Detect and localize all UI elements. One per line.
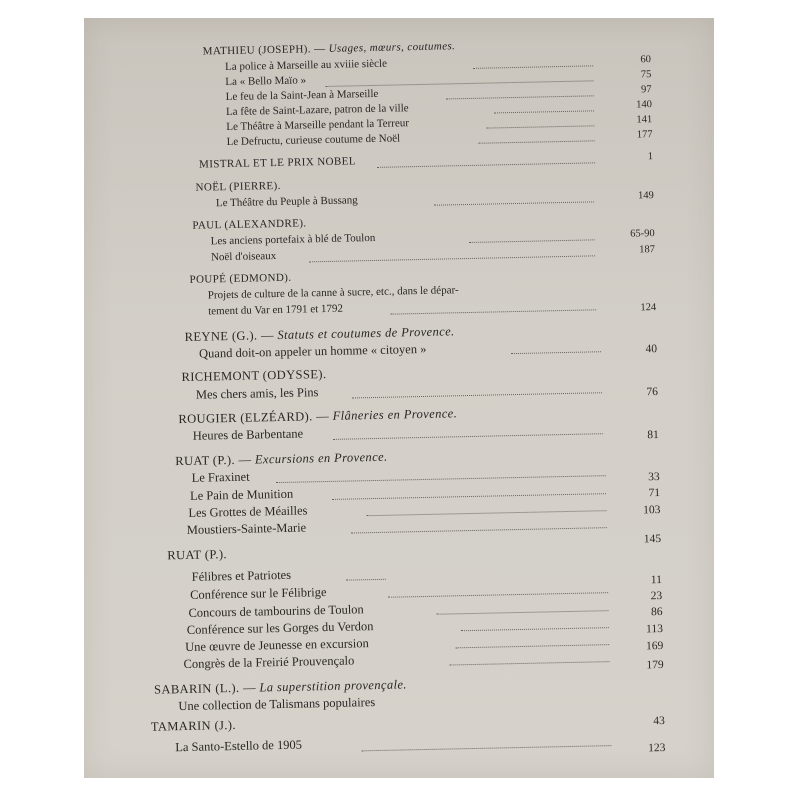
entry-title: Une œuvre de Jeunesse en excursion [185,636,369,655]
page-number: 65-90 [630,228,655,240]
page-number: 76 [646,386,659,399]
page-number: 97 [641,84,652,96]
page-number: 40 [645,343,658,356]
entry-title: La « Bello Maïo » [225,74,307,89]
page-number: 140 [636,99,653,111]
entry-title: Le Théâtre à Marseille pendant la Terreur [226,117,410,134]
entry-title: tement du Var en 1791 et 1792 [208,302,344,318]
page-number: 123 [648,741,666,755]
page-number: 187 [639,244,656,256]
page-number: 43 [653,714,665,728]
page-number: 177 [636,129,653,141]
entry-title: Conférence sur le Félibrige [189,585,327,602]
leader-dots [361,745,611,751]
author-name: NOËL (PIERRE). [195,179,281,194]
entry-title: Projets de culture de la canne à sucre, etc., dans le dépar- [207,284,459,302]
leader-dots [511,351,601,354]
leader-dots [469,239,595,243]
author-name: MATHIEU (JOSEPH). — Usages, mœurs, coutumes. [202,40,456,58]
page-number: 169 [645,640,664,653]
author-name: TAMARIN (J.). [150,717,237,734]
entry-title: Les anciens portefaix à blé de Toulon [210,231,376,248]
page-number: 86 [650,606,663,619]
entry-title: La Santo-Estello de 1905 [175,737,303,755]
leader-dots [450,661,610,665]
page-number: 113 [645,623,664,636]
author-name: RUAT (P.). [167,547,228,563]
entry-title: Le Théâtre du Peuple à Bussang [215,194,358,210]
page-number: 81 [647,429,659,442]
leader-dots [434,201,594,205]
author-name: RUAT (P.). — Excursions en Provence. [175,449,388,469]
page-number: 149 [637,190,654,202]
leader-dots [390,309,596,314]
page-number: 179 [646,659,664,672]
entry-title: La fête de Saint-Lazare, patron de la ville [225,102,409,119]
entry-title: Le Fraxinet [191,469,250,485]
entry-title: Noël d'oiseaux [210,250,277,264]
author-name: PAUL (ALEXANDRE). [192,217,307,232]
page-number: 1 [647,151,654,163]
page-number: 141 [636,114,653,126]
entry-title: Félibres et Patriotes [191,567,292,584]
entry-title: Une collection de Talismans populaires [178,695,376,714]
entry-title: Le feu de la Saint-Jean à Marseille [225,87,379,104]
page-number: 75 [640,69,652,81]
author-name: REYNE (G.). — Statuts et coutumes de Provence. [184,324,455,344]
page-number: 103 [643,504,661,517]
index-sheet [84,18,714,778]
entry-title: Les Grottes de Méailles [188,503,308,520]
leader-dots [333,433,603,440]
author-name: POUPÉ (EDMOND). [189,271,292,286]
entry-title: MISTRAL ET LE PRIX NOBEL [198,155,357,171]
page-number: 33 [648,471,660,484]
page-number: 11 [650,574,663,587]
entry-title: Le Pain de Munition [189,486,294,503]
entry-title: Le Defructu, curieuse coutume de Noël [226,132,401,149]
leader-dots [346,579,386,581]
entry-title: Quand doit-on appeler un homme « citoyen » [198,341,427,361]
entry-title: Heures de Barbentane [192,426,304,443]
entry-title: Mes chers amis, les Pins [195,385,319,402]
author-name: RICHEMONT (ODYSSE). [181,367,327,385]
author-name: SABARIN (L.). — La superstition provençale. [153,677,408,697]
page-number: 124 [640,302,657,314]
page-number: 71 [648,487,661,500]
entry-title: Moustiers-Sainte-Marie [186,520,307,537]
page-number: 60 [640,54,652,66]
leader-dots [309,255,595,262]
page-number: 145 [643,533,662,546]
entry-title: Concours de tambourins de Toulon [188,602,364,620]
book-page [84,18,714,778]
leader-dots [479,140,595,143]
entry-title: La police à Marseille au xviiie siècle [224,57,388,74]
leader-dots [351,527,607,533]
leader-dots [377,162,595,168]
page-number: 23 [650,590,663,603]
entry-title: Conférence sur les Gorges du Verdon [186,619,374,637]
entry-title: Congrès de la Freirié Prouvençalo [183,653,355,672]
leader-dots [352,392,602,398]
author-name: ROUGIER (ELZÉARD). — Flâneries en Provence. [178,406,458,427]
